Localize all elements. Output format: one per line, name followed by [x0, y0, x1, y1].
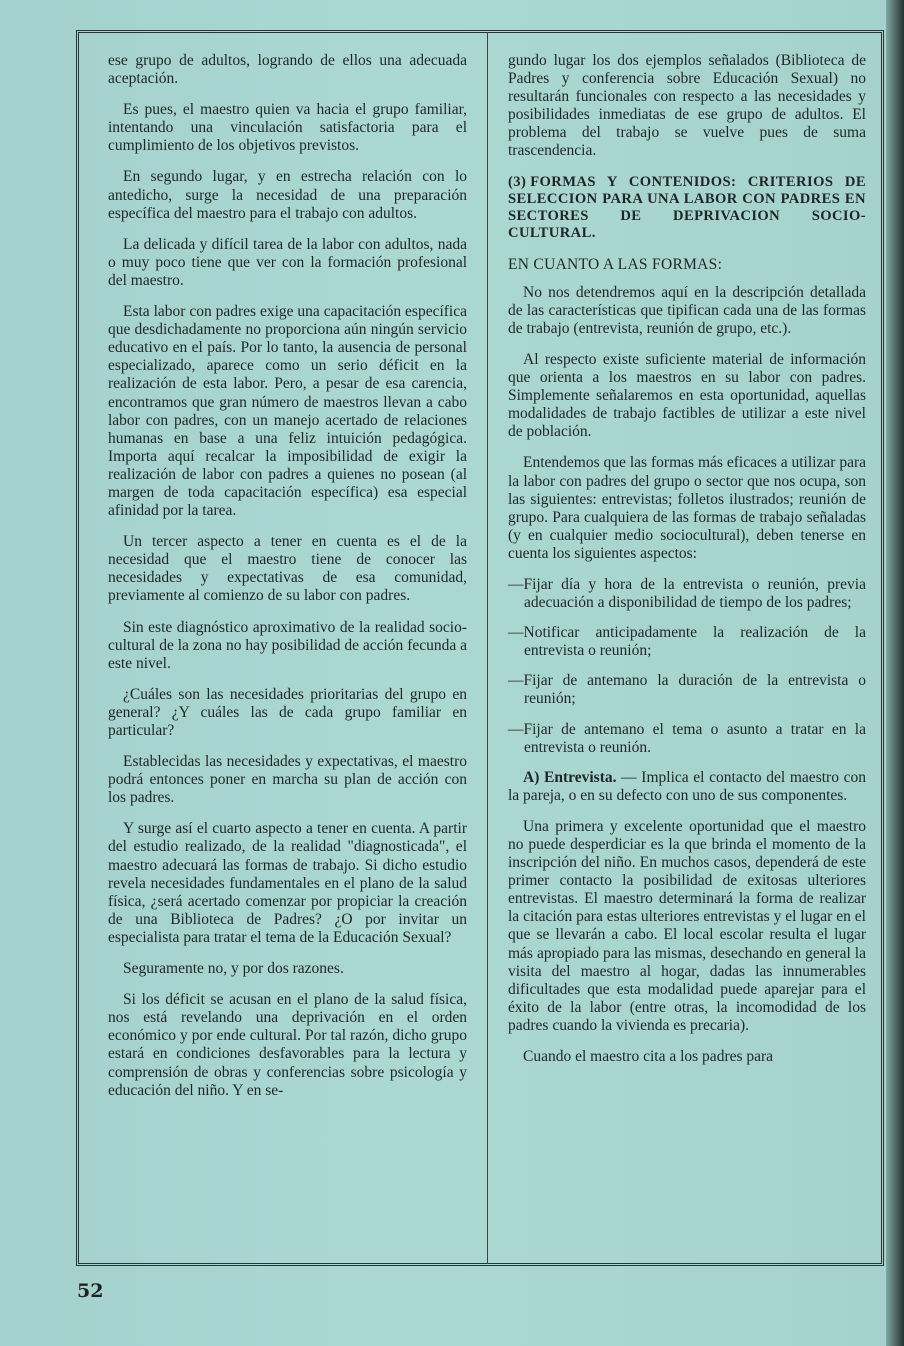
- paragraph: Cuando el maestro cita a los padres para: [523, 1048, 774, 1066]
- list-item: —Fijar de antemano la duración de la entrevista o reunión;: [508, 672, 866, 708]
- paragraph: La delicada y difícil tarea de la labor con adultos, nada o muy poco tiene que ver con la formación profesional del maestro.: [108, 235, 467, 289]
- paragraph: Y surge así el cuarto aspecto a tener en cuenta. A partir del estudio realizado, de la realidad "diagnosticada", el maestro adecuará las formas de trabajo. Si dicho estudio revela necesidades fundamentales en el plano de la salud física, ¿será acertado comenzar por propiciar la creación de una Biblioteca de Padres? ¿O por invitar un especialista para tratar el tema de la Educación Sexual?: [108, 820, 467, 946]
- column-divider: [487, 32, 488, 1264]
- paragraph: gundo lugar los dos ejemplos señalados (Biblioteca de Padres y conferencia sobre Educación Sexual) no resultarán funcionales con respecto a las necesidades y posibilidades inmediatas de ese grupo de adultos. El problema del trabajo se vuelve pues de suma trascendencia.: [508, 52, 866, 160]
- paragraph: Al respecto existe suficiente material de información que orienta a los maestros en su labor con padres. Simplemente señalaremos en esta oportunidad, aquellas modalidades de trabajo factibles de utilizar a este nivel de población.: [508, 350, 866, 441]
- paragraph: Establecidas las necesidades y expectativas, el maestro podrá entonces poner en marcha su plan de acción con los padres.: [108, 753, 467, 807]
- paragraph: No nos detendremos aquí en la descripción detallada de las características que tipifican cada una de las formas de trabajo (entrevista, reunión de grupo, etc.).: [508, 283, 866, 337]
- section-heading: [508, 174, 866, 242]
- paragraph: Un tercer aspecto a tener en cuenta es el de la necesidad que el maestro tiene de conocer las necesidades y expectativas de esa comunidad, previamente al comienzo de su labor con padres.: [108, 533, 467, 605]
- entrevista-text: — Implica el contacto del maestro con la pareja, o en su defecto con uno de sus componentes.: [508, 768, 866, 804]
- paragraph: Sin este diagnóstico aproximativo de la realidad socio-cultural de la zona no hay posibilidad de acción fecunda a este nivel.: [108, 618, 467, 672]
- subheading: EN CUANTO A LAS FORMAS:: [508, 255, 723, 273]
- paragraph: Es pues, el maestro quien va hacia el grupo familiar, intentando una vinculación satisfactoria para el cumplimiento de los objetivos previstos.: [108, 101, 467, 155]
- paragraph: Seguramente no, y por dos razones.: [123, 960, 344, 978]
- paragraph: Esta labor con padres exige una capacitación específica que desdichadamente no proporciona aún ningún servicio educativo en el país. Por lo tanto, la ausencia de personal especializado, aparece como un serio déficit en la realización de esta labor. Pero, a pesar de esa carencia, encontramos que gran número de maestros llevan a cabo labor con padres, con un manejo acertado de relaciones humanas en base a una feliz intuición pedagógica. Importa aquí recalcar la imposibilidad de exigir la realización de labor con padres a quienes no posean (al margen de toda capacitación específica) esa especial afinidad por la tarea.: [108, 303, 467, 520]
- section-number: (3): [508, 173, 527, 190]
- page-number: 52: [77, 1280, 104, 1302]
- paragraph: Entendemos que las formas más eficaces a utilizar para la labor con padres del grupo o sector que nos ocupa, son las siguientes: entrevistas; folletos ilustrados; reunión de grupo. Para cualquiera de las formas de trabajo señaladas (y en cualquier medio sociocultural), deben tenerse en cuenta los siguientes aspectos:: [508, 454, 866, 562]
- paragraph: [508, 769, 866, 805]
- paragraph: Una primera y excelente oportunidad que el maestro no puede desperdiciar es la que brinda el momento de la inscripción del niño. En muchos casos, dependerá de este primer contacto la posibilidad de exitosas ulteriores entrevistas. El maestro determinará la forma de realizar la citación para estas ulteriores entrevistas y el lugar en el que se llevarán a cabo. El local escolar resulta el lugar más apropiado para las mismas, desechando en general la visita del maestro al hogar, dadas las innumerables dificultades que esta modalidad puede aparejar para el éxito de la labor (entre otras, la incomodidad de los padres cuando la vivienda es precaria).: [508, 817, 866, 1034]
- left-column: [108, 52, 467, 1113]
- right-column: [508, 52, 866, 1079]
- page-edge-shadow: [886, 0, 904, 1346]
- list-item: —Notificar anticipadamente la realización de la entrevista o reunión;: [508, 624, 866, 660]
- section-title: FORMAS Y CONTENIDOS: CRITERIOS DE SELECCION PARA UNA LABOR CON PADRES EN SECTORES DE DEPRIVACION SOCIO-CULTURAL.: [508, 173, 866, 241]
- paragraph: ese grupo de adultos, logrando de ellos una adecuada aceptación.: [108, 52, 467, 88]
- paragraph: Si los déficit se acusan en el plano de la salud física, nos está revelando una deprivación en el orden económico y por ende cultural. Por tal razón, dicho grupo estará en condiciones desfavorables para la lectura y comprensión de obras y conferencias sobre psicología y educación del niño. Y en se-: [108, 991, 467, 1099]
- entrevista-label: A) Entrevista.: [523, 768, 617, 786]
- paragraph: En segundo lugar, y en estrecha relación con lo antedicho, surge la necesidad de una preparación específica del maestro para el trabajo con adultos.: [108, 168, 467, 222]
- paragraph: ¿Cuáles son las necesidades prioritarias del grupo en general? ¿Y cuáles las de cada grupo familiar en particular?: [108, 685, 467, 739]
- list-item: —Fijar de antemano el tema o asunto a tratar en la entrevista o reunión.: [508, 720, 866, 756]
- list-item: —Fijar día y hora de la entrevista o reunión, previa adecuación a disponibilidad de tiempo de los padres;: [508, 575, 866, 612]
